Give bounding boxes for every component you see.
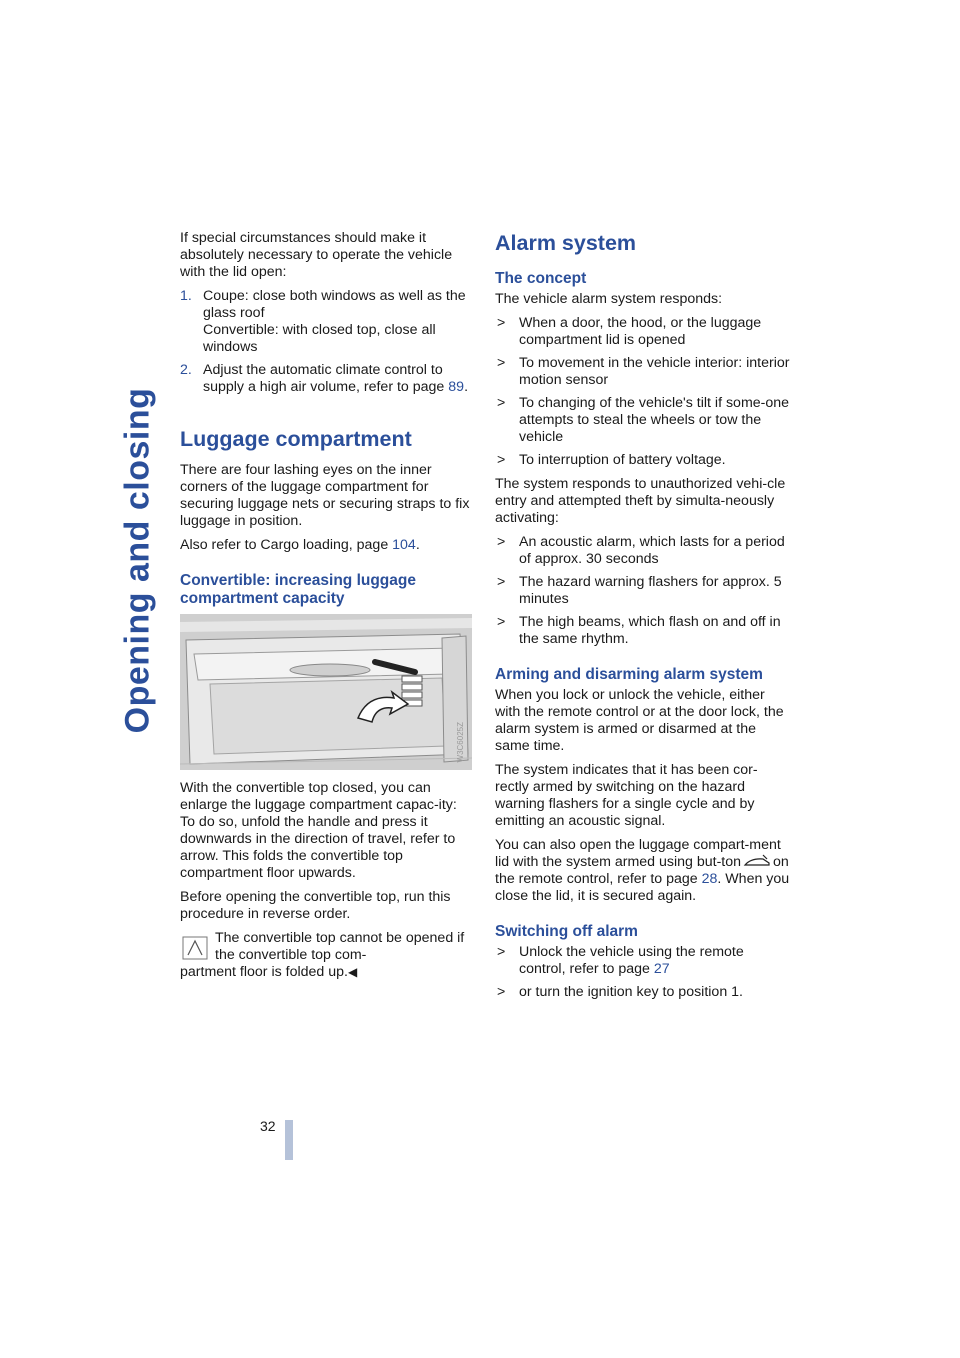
left-column (180, 230, 472, 981)
step-text: Adjust the automatic climate control to supply a high air volume, refer to page (203, 362, 449, 395)
step-item (180, 362, 472, 396)
switch-list (495, 944, 790, 1001)
cargo-text: Also refer to Cargo loading, page (180, 537, 393, 553)
luggage-illustration (180, 614, 472, 770)
responds-paragraph: The system responds to unauthorized vehi-cle entry and attempted theft by simulta-neously activating: (495, 476, 786, 526)
reverse-paragraph: Before opening the convertible top, run this procedure in reverse order. (180, 889, 451, 922)
side-tab (118, 230, 158, 890)
step-number: 2. (180, 362, 192, 378)
list-item-text: When a door, the hood, or the luggage compartment lid is opened (519, 315, 762, 348)
trunk-key-icon (743, 854, 771, 868)
list-item-text: An acoustic alarm, which lasts for a period of approx. 30 seconds (519, 534, 785, 567)
bullet-marker: > (497, 534, 506, 550)
list-item-text: or turn the ignition key to position 1. (519, 984, 743, 1000)
concept-intro: The vehicle alarm system responds: (495, 291, 723, 307)
list-item-text: The hazard warning flashers for approx. 5 minutes (519, 574, 782, 607)
page-link-89[interactable]: 89 (448, 379, 465, 395)
arming-paragraph-2: The system indicates that it has been cor-rectly armed by switching on the hazard warning flashers for a single cycle and by emitting an acoustic signal. (495, 762, 758, 829)
luggage-heading: Luggage compartment (180, 427, 412, 451)
page-number: 32 (260, 1118, 276, 1134)
cargo-punct: . (415, 537, 420, 553)
step-punct: . (464, 379, 469, 395)
caution-icon (182, 934, 208, 960)
arming-paragraph-3 (495, 837, 790, 905)
list-item (495, 315, 790, 349)
switch-heading: Switching off alarm (495, 923, 638, 940)
note-text-cont (180, 964, 472, 981)
list-item-text: The high beams, which flash on and off in the same rhythm. (519, 614, 781, 647)
figure-code: W3C6025Z (456, 721, 465, 762)
capacity-paragraph: With the convertible top closed, you can enlarge the luggage compartment capac-ity: (180, 780, 457, 813)
luggage-figure (180, 614, 472, 770)
bullet-marker: > (497, 315, 506, 331)
page-marker-bar (285, 1120, 293, 1160)
arming-text-a: You can also open the luggage compart-ment lid with the system armed using but-ton (495, 837, 781, 870)
response-list (495, 534, 790, 648)
intro-paragraph: If special circumstances should make it absolutely necessary to operate the vehicle with the lid open: (180, 230, 453, 280)
list-item-text: To interruption of battery voltage. (519, 452, 726, 468)
list-item (495, 452, 790, 469)
bullet-marker: > (497, 574, 506, 590)
cargo-paragraph (180, 537, 472, 554)
alarm-heading: Alarm system (495, 231, 637, 255)
concept-list (495, 315, 790, 469)
bullet-marker: > (497, 614, 506, 630)
list-item-text: To changing of the vehicle's tilt if some-one attempts to steal the wheels or tow the vehicle (519, 395, 790, 445)
caution-note (180, 930, 472, 981)
capacity-heading: Convertible: increasing luggage compartment capacity (180, 572, 416, 607)
arming-heading: Arming and disarming alarm system (495, 666, 763, 683)
arming-paragraph-1: When you lock or unlock the vehicle, either with the remote control or at the door lock, the alarm system is armed or disarmed at the same time. (495, 687, 784, 754)
bullet-marker: > (497, 395, 506, 411)
step-text: Coupe: close both windows as well as the glass roof (203, 288, 466, 321)
right-column (495, 230, 790, 1008)
list-item (495, 614, 790, 648)
list-item (495, 574, 790, 608)
list-item (495, 984, 790, 1001)
step-item (180, 288, 472, 356)
list-item (495, 395, 790, 446)
side-tab-label: Opening and closing (118, 387, 157, 733)
list-item-text: To movement in the vehicle interior: interior motion sensor (519, 355, 790, 388)
luggage-paragraph: There are four lashing eyes on the inner corners of the luggage compartment for securing luggage nets or securing straps to fix luggage in position. (180, 462, 470, 529)
list-item (495, 944, 790, 978)
list-item (495, 355, 790, 389)
page-link-27[interactable]: 27 (653, 961, 670, 977)
bullet-marker: > (497, 984, 506, 1000)
note-text: The convertible top cannot be opened if the convertible top com- (215, 930, 465, 963)
step-text-secondary: Convertible: with closed top, close all windows (203, 322, 436, 355)
page-link-104[interactable]: 104 (392, 537, 416, 553)
bullet-marker: > (497, 452, 506, 468)
step-number: 1. (180, 288, 192, 304)
end-mark-icon: ◀ (347, 965, 358, 979)
list-item-text: Unlock the vehicle using the remote control, refer to page (519, 944, 744, 977)
arming-text-c: . When you close the lid, it is secured again. (495, 871, 790, 904)
arming-text-b: on the remote control, refer to page (495, 854, 789, 887)
page-link-28[interactable]: 28 (701, 871, 718, 887)
capacity-paragraph-cont: To do so, unfold the handle and press it downwards in the direction of travel, refer to arrow. This folds the convertible top compartment floor upwards. (180, 814, 456, 881)
concept-heading: The concept (495, 270, 587, 287)
steps-list (180, 288, 472, 396)
bullet-marker: > (497, 944, 506, 960)
note-text-tail: partment floor is folded up. (180, 964, 348, 980)
bullet-marker: > (497, 355, 506, 371)
list-item (495, 534, 790, 568)
